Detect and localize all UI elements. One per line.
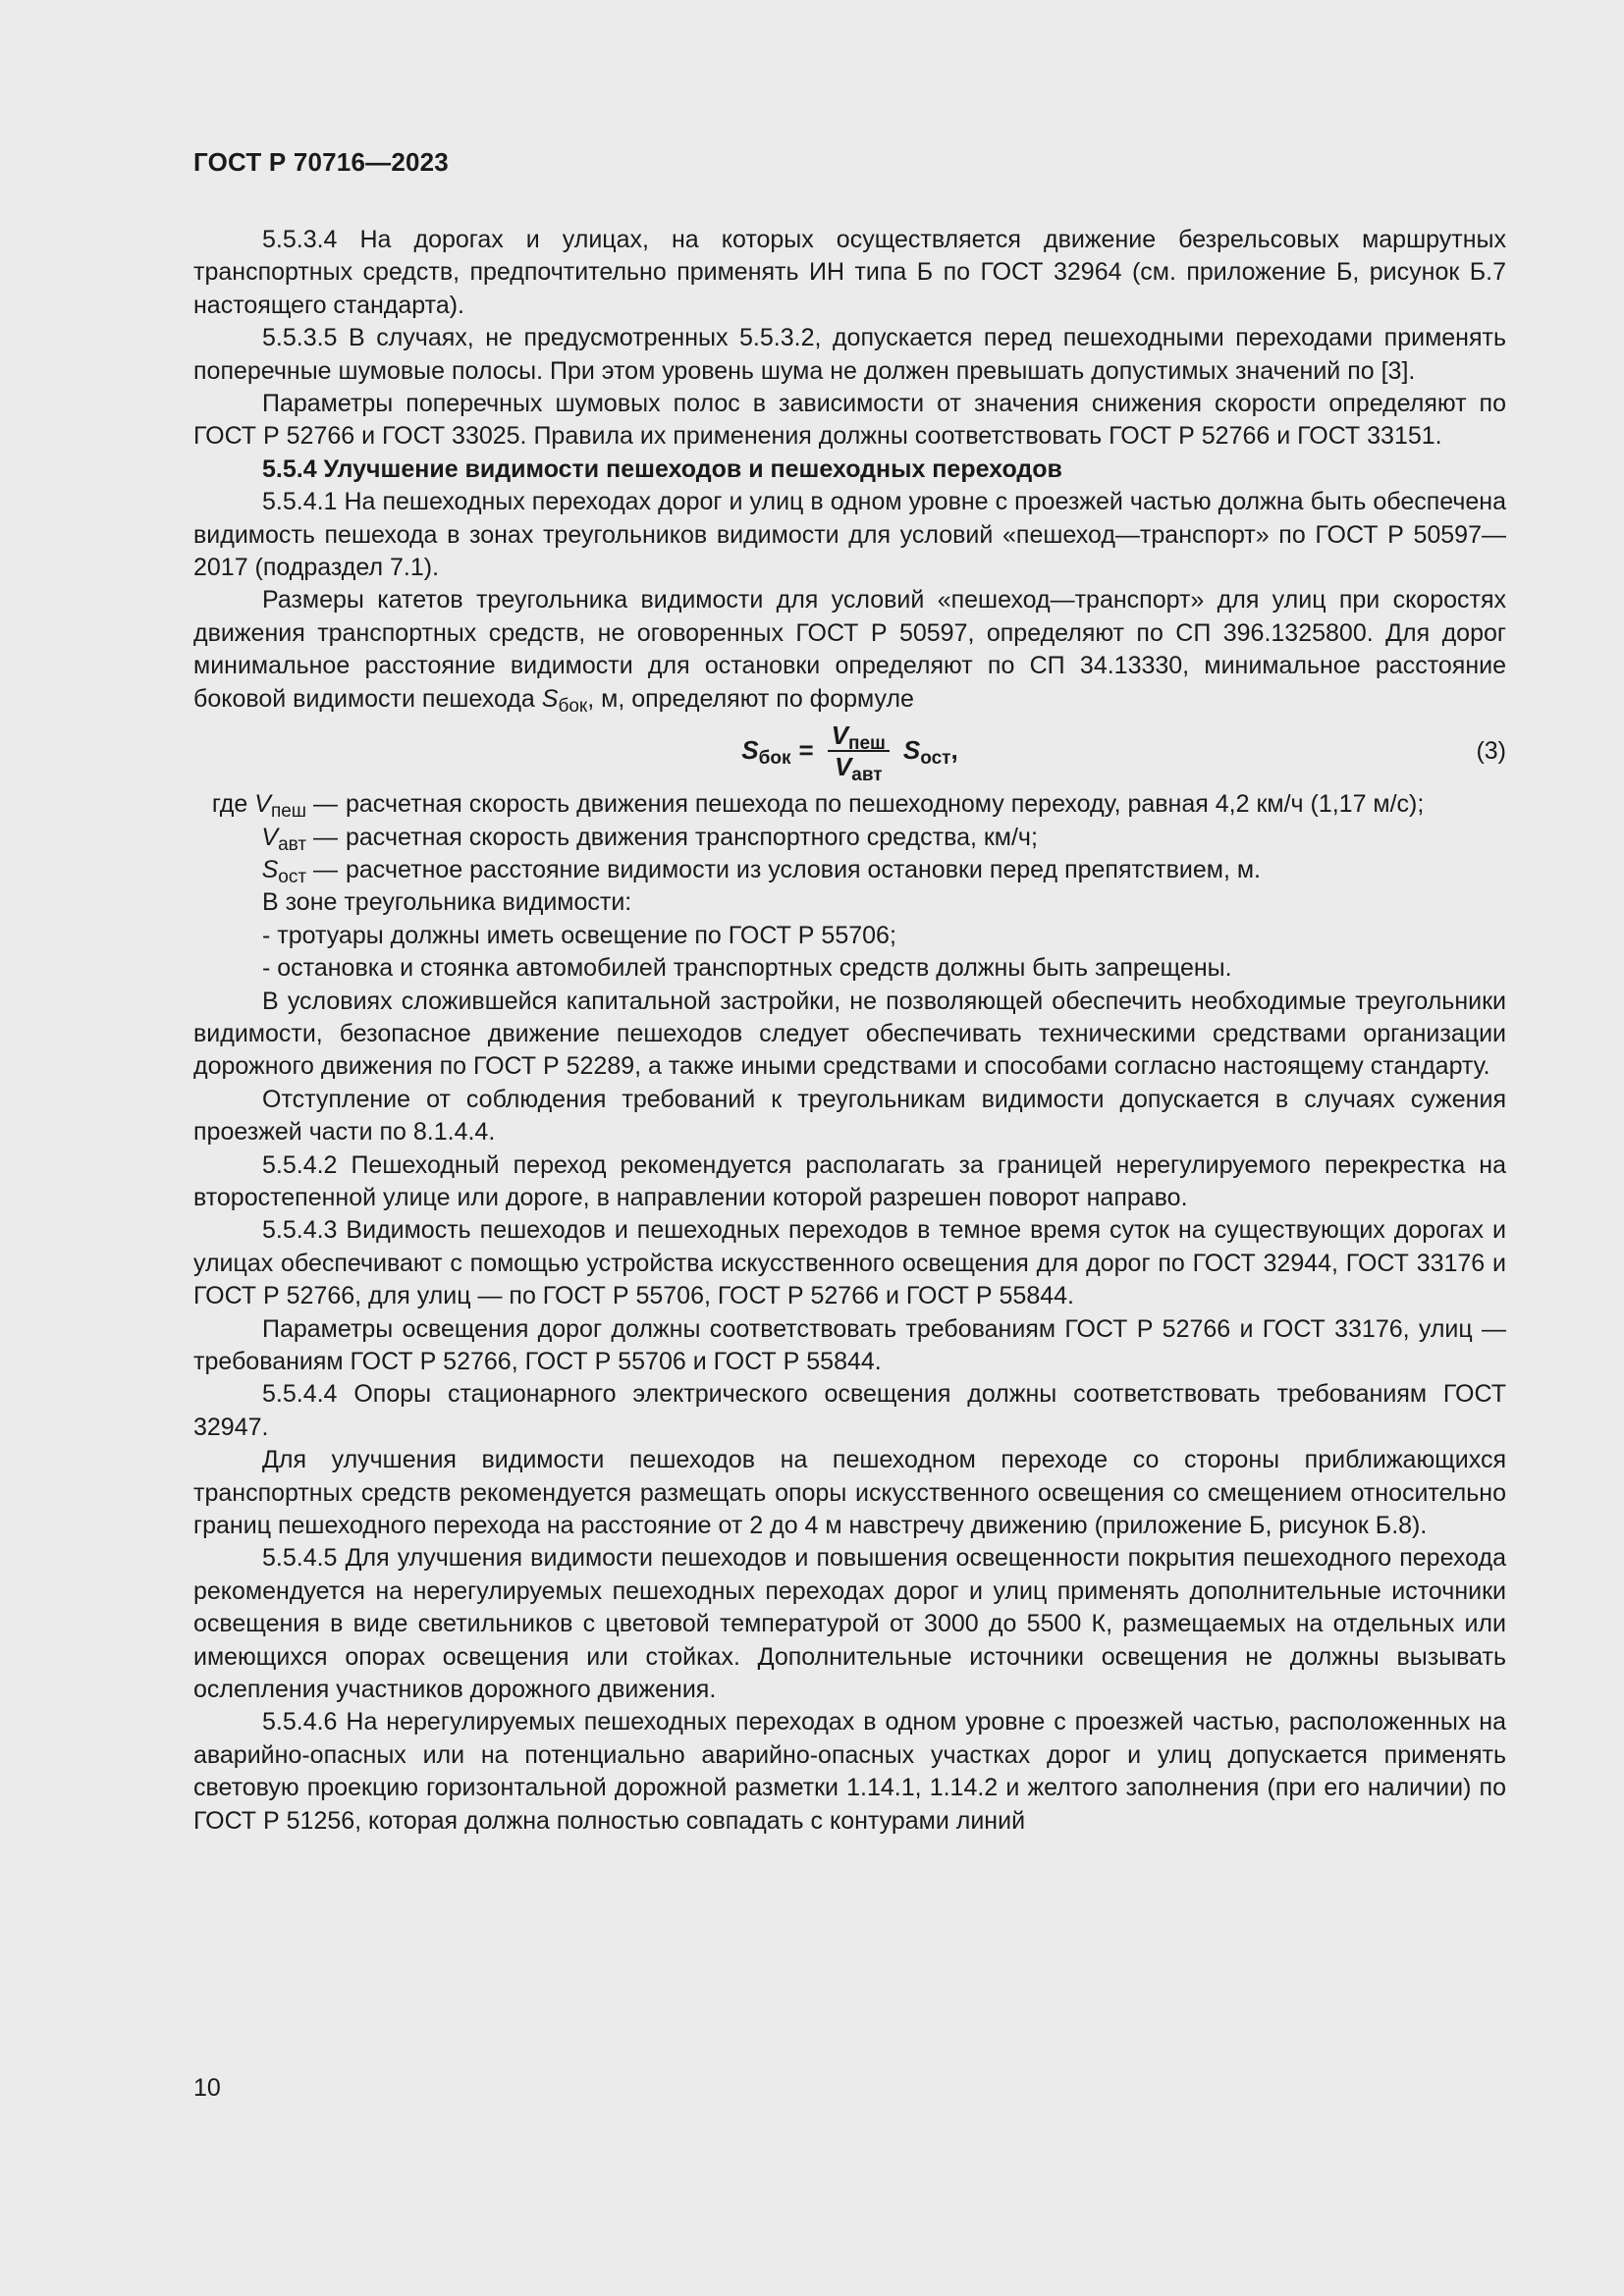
where-symbol: S: [261, 855, 279, 883]
paragraph-5-5-4-3: 5.5.4.3 Видимость пешеходов и пешеходных переходов в темное время суток на существующих дорогах и улицах обеспечивают с помощью устройства искусственного освещения для дорог по ГОСТ 32944, ГОСТ 33176 и ГОСТ Р 52766, для улиц — по ГОСТ Р 55706, ГОСТ Р 52766 и ГОСТ Р 55844.: [193, 1216, 1506, 1310]
list-item-sidewalk-lighting: - тротуары должны иметь освещение по ГОСТ Р 55706;: [262, 921, 896, 949]
formula-equals: =: [798, 735, 814, 766]
formula-lhs-subscript: бок: [758, 748, 791, 770]
paragraph-5-5-4-1: 5.5.4.1 На пешеходных переходах дорог и улиц в одном уровне с проезжей частью должна быть обеспечена видимость пешехода в зонах треугольников видимости для условий «пешеход—транспорт» по ГОСТ Р 50597—2017 (подраздел 7.1).: [193, 488, 1506, 582]
where-subscript: ост: [278, 866, 307, 887]
formula-fraction: [828, 721, 890, 786]
formula-lhs: [741, 734, 791, 770]
paragraph-5-5-3-4: 5.5.3.4 На дорогах и улицах, на которых осуществляется движение безрельсовых маршрутных транспортных средств, предпочтительно применять ИН типа Б по ГОСТ 32964 (см. приложение Б, рисунок Б.7 настоящего стандарта).: [193, 226, 1506, 319]
list-item-parking-prohibited: - остановка и стоянка автомобилей транспортных средств должны быть запрещены.: [262, 954, 1232, 983]
where-symbol: V: [254, 790, 271, 819]
where-subscript: авт: [278, 833, 307, 855]
paragraph-noise-strips-params: Параметры поперечных шумовых полос в зависимости от значения снижения скорости определяют по ГОСТ Р 52766 и ГОСТ 33025. Правила их применения должны соответствовать ГОСТ Р 52766 и ГОСТ 33151.: [193, 390, 1506, 451]
where-description-v-auto: расчетная скорость движения транспортного средства, км/ч;: [346, 823, 1038, 851]
formula-intro-text: Размеры катетов треугольника видимости для условий «пешеход—транспорт» для улиц при скоростях движения транспортных средств, не оговоренных ГОСТ Р 50597, определяют по СП 396.1325800. Для дорог минимальное расстояние видимости для остановки определяют по СП 34.13330, минимальное расстояние боковой видимости пешехода: [193, 586, 1506, 713]
where-dash: —: [313, 823, 338, 851]
formula-denominator: [831, 752, 887, 786]
formula-number: (3): [1476, 737, 1506, 766]
formula-variable-definitions: [193, 788, 1506, 886]
formula-lhs-symbol: S: [741, 735, 759, 766]
where-symbol-v-ped: [193, 788, 346, 821]
paragraph-5-5-3-5: 5.5.3.5 В случаях, не предусмотренных 5.5.3.2, допускается перед пешеходными переходами применять поперечные шумовые полосы. При этом уровень шума не должен превышать допустимых значений по [3].: [193, 324, 1506, 385]
where-description-v-ped: расчетная скорость движения пешехода по пешеходному переходу, равная 4,2 км/ч (1,17 м/с);: [346, 790, 1425, 819]
document-code-header: ГОСТ Р 70716—2023: [193, 147, 449, 177]
where-subscript: пеш: [270, 801, 307, 823]
formula-numerator-symbol: V: [831, 721, 849, 751]
paragraph-lighting-params: Параметры освещения дорог должны соответствовать требованиям ГОСТ Р 52766 и ГОСТ 33176, улиц — требованиям ГОСТ Р 52766, ГОСТ Р 55706 и ГОСТ Р 55844.: [193, 1314, 1506, 1375]
where-symbol-s-stop: [193, 854, 346, 886]
where-symbol-v-auto: [193, 822, 346, 854]
where-dash: —: [313, 790, 338, 819]
formula-rhs: [902, 734, 958, 770]
where-description-s-stop: расчетное расстояние видимости из условия остановки перед препятствием, м.: [346, 855, 1261, 883]
formula-numerator: [828, 721, 890, 755]
formula-expression: [193, 721, 1506, 786]
where-dash: —: [313, 855, 338, 883]
page-number: 10: [193, 2074, 221, 2102]
document-body: [193, 224, 1506, 1838]
paragraph-formula-intro: [193, 584, 1506, 716]
formula-numerator-subscript: пеш: [848, 733, 886, 755]
formula-intro-tail: , м, определяют по формуле: [587, 684, 914, 713]
formula-3: [193, 718, 1506, 786]
paragraph-lighting-poles: Для улучшения видимости пешеходов на пешеходном переходе со стороны приближающихся транспортных средств рекомендуется размещать опоры искусственного освещения со смещением относительно границ пешеходного перехода на расстояние от 2 до 4 м навстречу движению (приложение Б, рисунок Б.8).: [193, 1446, 1506, 1540]
formula-intro-symbol: S: [541, 684, 559, 713]
paragraph-5-5-4-2: 5.5.4.2 Пешеходный переход рекомендуется располагать за границей нерегулируемого перекрестка на второстепенной улице или дороге, в направлении которой разрешен поворот направо.: [193, 1150, 1506, 1211]
formula-denominator-symbol: V: [834, 752, 852, 782]
formula-rhs-symbol: S: [902, 735, 921, 766]
paragraph-visibility-zone: В зоне треугольника видимости:: [262, 888, 632, 917]
formula-intro-subscript: бок: [558, 695, 588, 717]
paragraph-existing-buildings: В условиях сложившейся капитальной застройки, не позволяющей обеспечить необходимые треугольники видимости, безопасное движение пешеходов следует обеспечивать техническими средствами организации дорожного движения по ГОСТ Р 52289, а также иными средствами и способами согласно настоящему стандарту.: [193, 987, 1506, 1081]
paragraph-5-5-4-4: 5.5.4.4 Опоры стационарного электрического освещения должны соответствовать требованиям ГОСТ 32947.: [193, 1380, 1506, 1441]
formula-rhs-subscript: ост: [920, 748, 951, 770]
where-prefix: где: [211, 790, 255, 819]
paragraph-deviation: Отступление от соблюдения требований к треугольникам видимости допускается в случаях сужения проезжей части по 8.1.4.4.: [193, 1085, 1506, 1147]
paragraph-5-5-4-5: 5.5.4.5 Для улучшения видимости пешеходов и повышения освещенности покрытия пешеходного перехода рекомендуется на нерегулируемых пешеходных переходах дорог и улиц применять дополнительные источники освещения в виде светильников с цветовой температурой от 3000 до 5500 К, размещаемых на отдельных или имеющихся опорах освещения или стойках. Дополнительные источники освещения не должны вызывать ослепления участников дорожного движения.: [193, 1544, 1506, 1704]
where-symbol: V: [261, 823, 279, 851]
formula-comma: ,: [950, 735, 958, 766]
formula-denominator-subscript: авт: [851, 765, 883, 786]
section-heading-5-5-4: 5.5.4 Улучшение видимости пешеходов и пешеходных переходов: [262, 454, 1062, 483]
paragraph-5-5-4-6: 5.5.4.6 На нерегулируемых пешеходных переходах в одном уровне с проезжей частью, расположенных на аварийно-опасных или на потенциально аварийно-опасных участках дорог и улиц допускается применять световую проекцию горизонтальной дорожной разметки 1.14.1, 1.14.2 и желтого заполнения (при его наличии) по ГОСТ Р 51256, которая должна полностью совпадать с контурами линий: [193, 1708, 1506, 1835]
